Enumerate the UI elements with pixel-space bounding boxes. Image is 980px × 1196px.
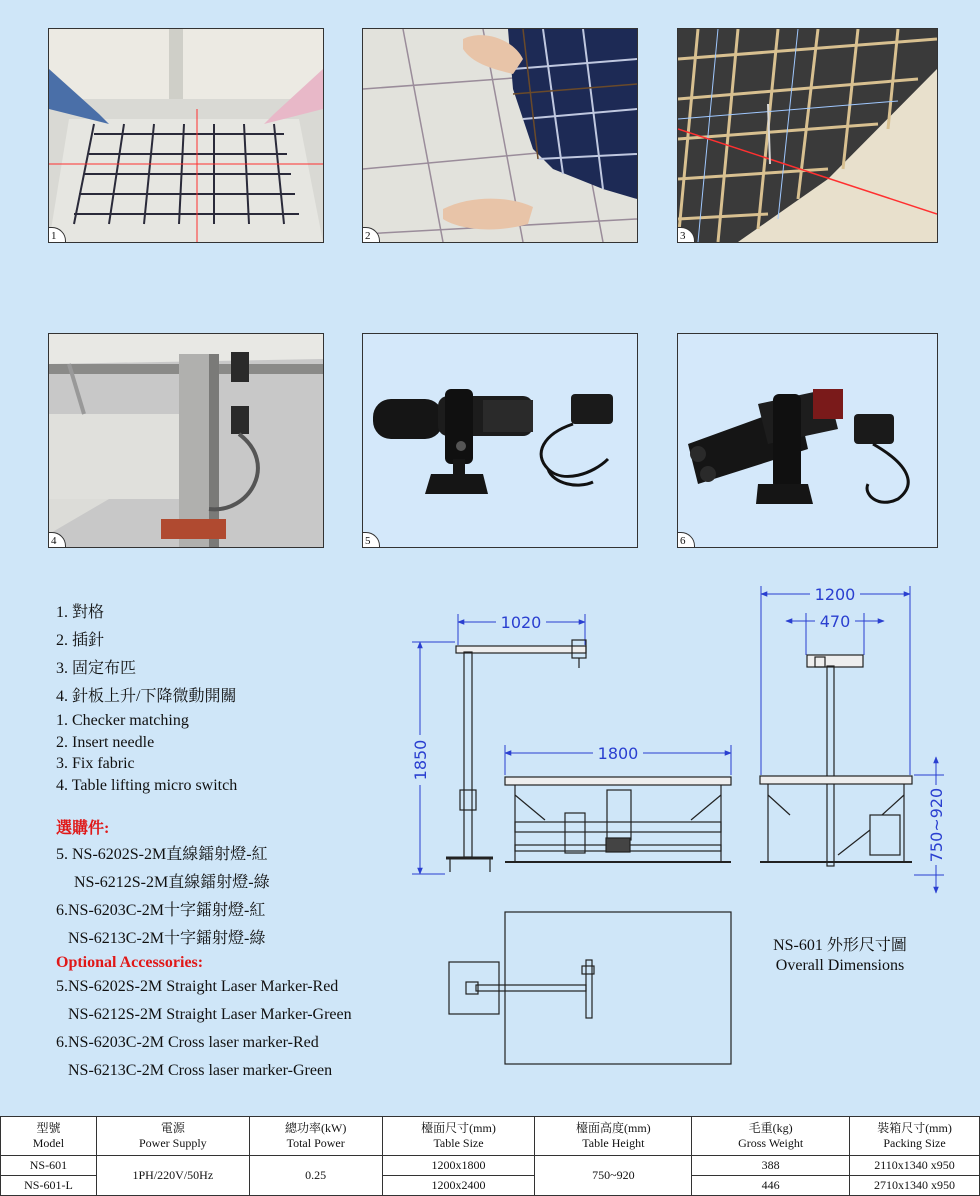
dim-height-label: 1850 — [411, 739, 430, 781]
optional-zh-item: NS-6212S-2M直線鐳射燈-綠 — [74, 874, 270, 891]
step-en: 3. Fix fabric — [56, 755, 135, 772]
spec-header-row — [1, 1117, 980, 1156]
optional-en-item: 5.NS-6202S-2M Straight Laser Marker-Red — [56, 978, 339, 995]
optional-zh-item: NS-6213C-2M十字鐳射燈-綠 — [68, 930, 266, 947]
front-view — [446, 640, 731, 872]
cell-model: NS-601-L — [1, 1176, 97, 1196]
header-table-height: 檯面高度(mm) Table Height — [535, 1117, 692, 1156]
header-table-size: 檯面尺寸(mm) Table Size — [382, 1117, 535, 1156]
top-view — [449, 912, 731, 1064]
cell-power-supply: 1PH/220V/50Hz — [96, 1156, 249, 1196]
cell-packing: 2110x1340 x950 — [850, 1156, 980, 1176]
step-en: 1. Checker matching — [56, 712, 189, 729]
cell-packing: 2710x1340 x950 — [850, 1176, 980, 1196]
photo-number: 1 — [48, 227, 66, 243]
header-power-supply: 電源 Power Supply — [96, 1117, 249, 1156]
cell-weight: 446 — [692, 1176, 850, 1196]
photo-number: 4 — [48, 532, 66, 548]
step-en: 2. Insert needle — [56, 734, 155, 751]
photo-number: 3 — [677, 227, 695, 243]
cell-model: NS-601 — [1, 1156, 97, 1176]
cell-total-power: 0.25 — [249, 1156, 382, 1196]
photo-number: 6 — [677, 532, 695, 548]
dim-width-label: 1200 — [814, 585, 856, 604]
optional-en-item: NS-6213C-2M Cross laser marker-Green — [68, 1062, 333, 1079]
table-row — [1, 1156, 980, 1176]
dim-table-height-label: 750~920 — [927, 787, 946, 863]
optional-zh-title: 選購件: — [56, 820, 110, 837]
step-zh: 1. 對格 — [56, 604, 105, 621]
step-zh: 4. 針板上升/下降微動開關 — [56, 688, 237, 705]
dim-arm-label: 1020 — [500, 613, 542, 632]
header-gross-weight: 毛重(kg) Gross Weight — [692, 1117, 850, 1156]
header-model: 型號 Model — [1, 1117, 97, 1156]
optional-zh-item: 6.NS-6203C-2M十字鐳射燈-紅 — [56, 902, 266, 919]
drawing-caption-en: Overall Dimensions — [775, 957, 905, 974]
drawing-caption-zh: NS-601 外形尺寸圖 — [773, 937, 907, 954]
spec-table — [0, 1116, 980, 1196]
cell-weight: 388 — [692, 1156, 850, 1176]
optional-en-item: 6.NS-6203C-2M Cross laser marker-Red — [56, 1034, 319, 1051]
optional-zh-item: 5. NS-6202S-2M直線鐳射燈-紅 — [56, 846, 268, 863]
header-total-power: 總功率(kW) Total Power — [249, 1117, 382, 1156]
photo-number: 5 — [362, 532, 380, 548]
optional-en-title: Optional Accessories: — [56, 954, 204, 971]
photo-number: 2 — [362, 227, 380, 243]
optional-en-item: NS-6212S-2M Straight Laser Marker-Green — [68, 1006, 352, 1023]
header-packing-size: 裝箱尺寸(mm) Packing Size — [850, 1117, 980, 1156]
cell-table-size: 1200x1800 — [382, 1156, 535, 1176]
cell-table-size: 1200x2400 — [382, 1176, 535, 1196]
dim-table-label: 1800 — [597, 744, 639, 763]
step-en: 4. Table lifting micro switch — [56, 777, 238, 794]
cell-table-height: 750~920 — [535, 1156, 692, 1196]
side-view — [760, 655, 912, 866]
step-zh: 2. 插針 — [56, 632, 105, 649]
dim-arm-side-label: 470 — [819, 612, 851, 631]
step-zh: 3. 固定布匹 — [56, 660, 137, 677]
